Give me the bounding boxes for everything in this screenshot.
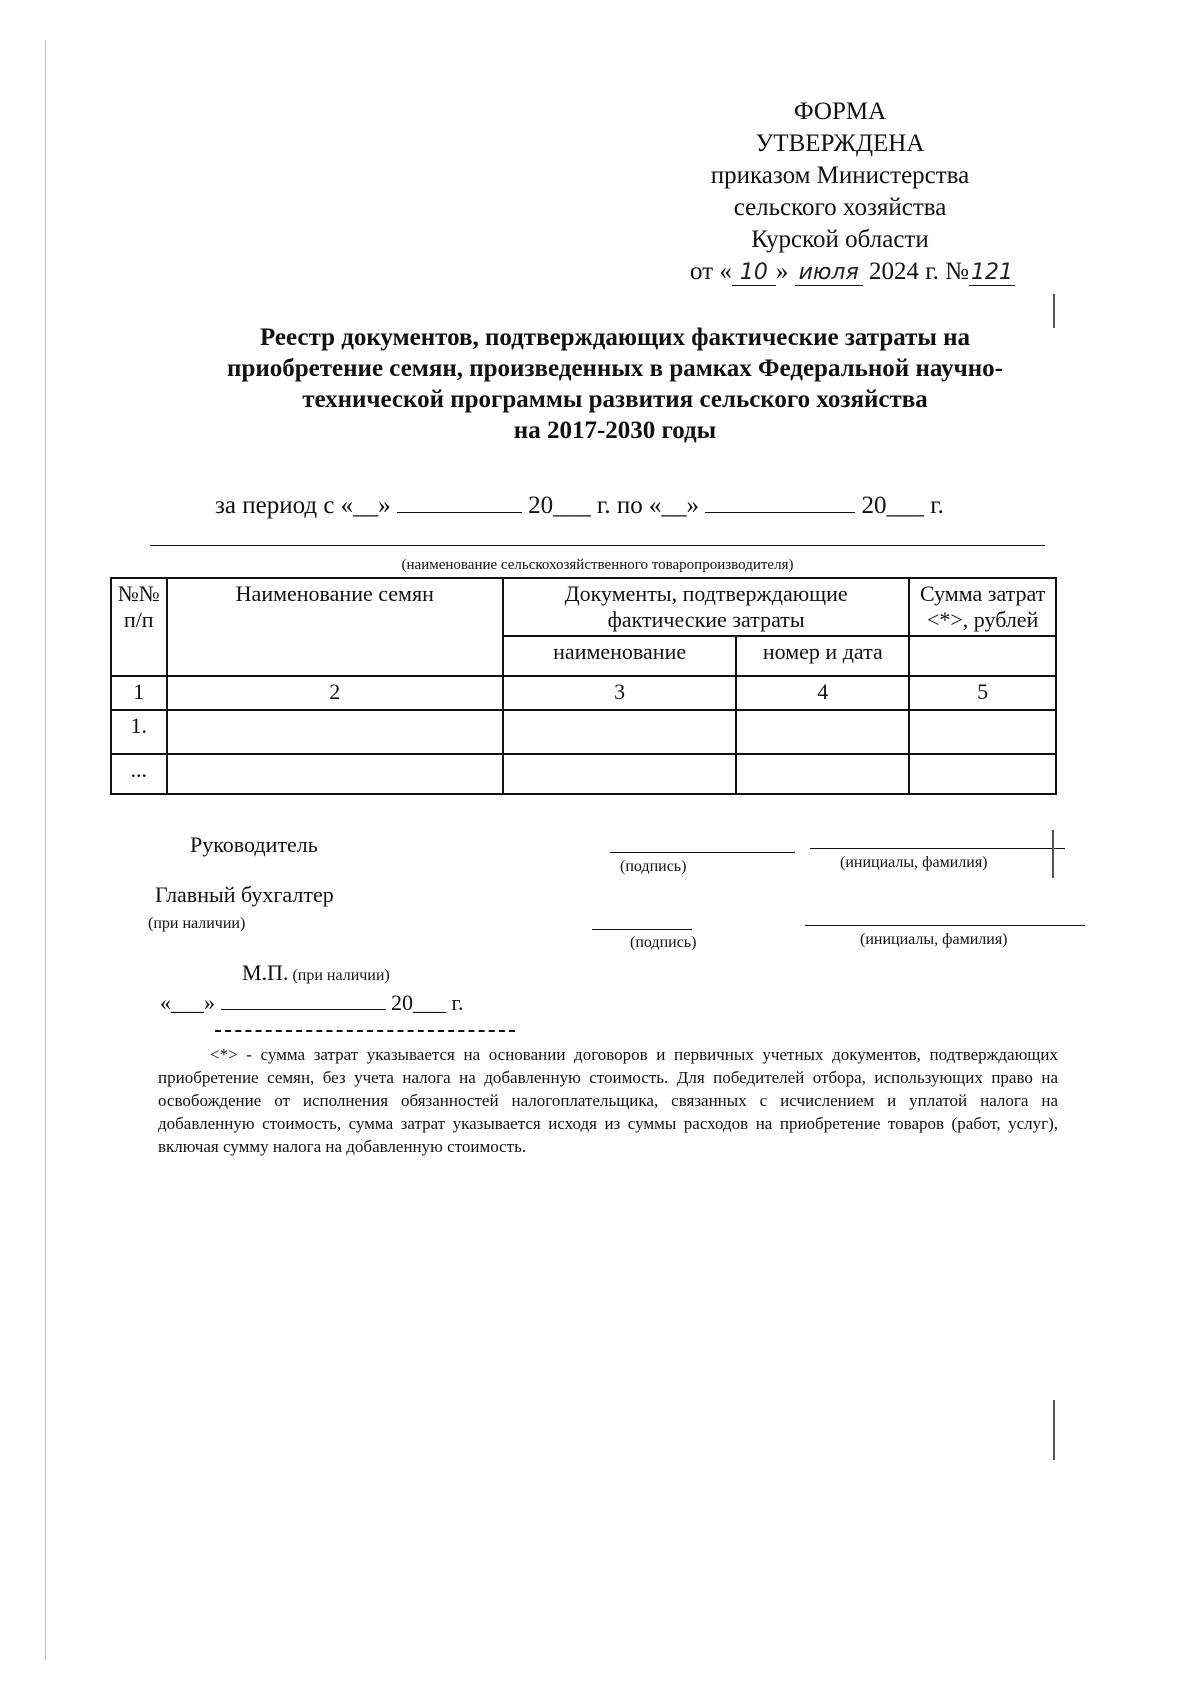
approval-date-line: от « 10 » июля 2024 г. №121	[690, 258, 1014, 285]
head-signature-caption: (подпись)	[620, 858, 687, 875]
footnote: <*> - сумма затрат указывается на основании договоров и первичных учетных документов, подтверждающих приобретение семян, без учета налога на добавленную стоимость. Для победителей отбора, использующих право на освобождение от исполнения обязанностей налогоплательщика, связанных с исчислением и уплатой налога на добавленную стоимость, сумма затрат указывается исходя из суммы расходов на приобретение товаров (работ, услуг), включая сумму налога на добавленную стоимость.	[158, 1045, 1058, 1156]
form-label: ФОРМА	[793, 98, 887, 125]
head-name-line	[810, 848, 1065, 849]
table-cell: ...	[111, 754, 167, 794]
signing-date-line	[160, 987, 464, 1016]
stamp-line	[242, 960, 390, 986]
margin-scan-mark	[45, 40, 46, 1660]
margin-scan-mark	[1052, 830, 1054, 878]
document-title: Реестр документов, подтверждающих фактические затраты на приобретение семян, произведенных в рамках Федеральной научно- технической программы развития сельского хозяйства на 2017-2030 годы	[227, 324, 1003, 444]
approved-by-line2: сельского хозяйства	[733, 194, 947, 221]
signing-date-year: 20___ г.	[391, 990, 464, 1015]
table-cell	[167, 710, 503, 754]
index-cell: 3	[503, 676, 736, 710]
stamp-label: М.П.	[242, 960, 289, 985]
index-cell: 5	[909, 676, 1056, 710]
accountant-label: Главный бухгалтер	[155, 882, 334, 907]
margin-scan-mark	[1053, 1400, 1055, 1460]
col-header-sum: Сумма затрат <*>, рублей	[909, 578, 1056, 636]
table-cell	[736, 754, 909, 794]
table-cell: 1.	[111, 710, 167, 754]
approval-date-year: 2024 г. №	[868, 258, 970, 285]
table-row	[111, 754, 1056, 794]
signing-date-month-blank	[221, 987, 386, 1010]
approval-date-month: июля	[795, 260, 863, 286]
index-cell: 1	[111, 676, 167, 710]
table-cell	[503, 710, 736, 754]
period-to-month-blank	[705, 490, 855, 513]
register-table	[110, 577, 1057, 795]
accountant-name-caption: (инициалы, фамилия)	[860, 931, 1008, 948]
col-header-documents: Документы, подтверждающие фактические затраты	[503, 578, 909, 636]
index-cell: 2	[167, 676, 503, 710]
approved-label: УТВЕРЖДЕНА	[755, 130, 925, 157]
table-cell	[909, 754, 1056, 794]
producer-caption: (наименование сельскохозяйственного товаропроизводителя)	[401, 557, 794, 573]
accountant-signature-line	[592, 929, 692, 930]
accountant-signature-caption: (подпись)	[630, 934, 697, 951]
col-header-doc-number-date: номер и дата	[736, 636, 909, 676]
period-from-year: 20___ г. по «__»	[528, 492, 699, 519]
table-row	[111, 710, 1056, 754]
approval-date-day: 10	[732, 260, 776, 286]
accountant-name-line	[805, 925, 1085, 926]
index-cell: 4	[736, 676, 909, 710]
stamp-note: (при наличии)	[292, 967, 390, 984]
table-cell	[736, 710, 909, 754]
head-name-caption: (инициалы, фамилия)	[840, 854, 988, 871]
accountant-note: (при наличии)	[148, 915, 246, 932]
table-index-row	[111, 676, 1056, 710]
footnote-separator	[215, 1030, 515, 1032]
producer-name-line	[150, 545, 1045, 546]
col-header-sum-sub	[909, 636, 1056, 676]
head-signature-line	[610, 852, 795, 853]
period-from-month-blank	[397, 490, 522, 513]
table-cell	[909, 710, 1056, 754]
col-header-num: №№ п/п	[111, 578, 167, 676]
approved-by-line3: Курской области	[751, 226, 929, 253]
period-line	[215, 490, 944, 520]
order-number: 121	[971, 260, 1014, 285]
col-header-seed-name: Наименование семян	[167, 578, 503, 676]
period-from-label: за период с «__»	[215, 492, 391, 519]
approval-stamp-block	[690, 96, 1014, 289]
head-label: Руководитель	[190, 832, 318, 857]
table-cell	[503, 754, 736, 794]
table-cell	[167, 754, 503, 794]
period-to-year: 20___ г.	[861, 492, 944, 519]
col-header-doc-name: наименование	[503, 636, 736, 676]
signing-date-day: «___»	[160, 990, 215, 1015]
approved-by-line1: приказом Министерства	[710, 162, 970, 189]
